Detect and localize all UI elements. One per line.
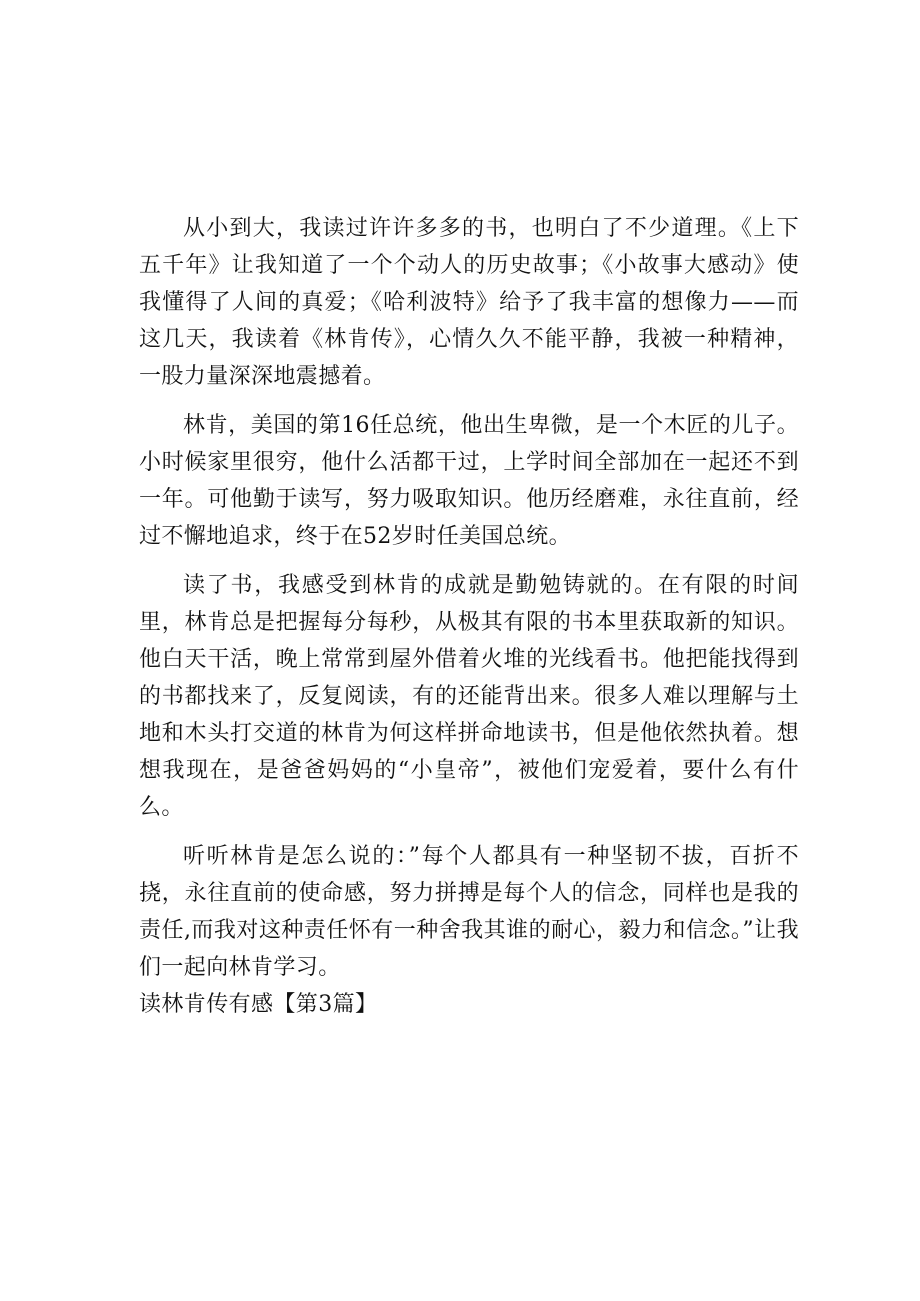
section-heading: 读林肯传有感【第3篇】 xyxy=(139,992,378,1017)
paragraph-lincoln-bio: 林肯，美国的第16任总统，他出生卑微，是一个木匠的儿子。小时候家里很穷，他什么活都干过，上学时间全部加在一起还不到一年。可他勤于读写，努力吸取知识。他历经磨难，永往直前，经过不懈地追求，终于在52岁时任美国总统。 xyxy=(139,413,799,549)
paragraph-intro: 从小到大，我读过许许多多的书，也明白了不少道理。《上下五千年》让我知道了一个个动人的历史故事；《小故事大感动》使我懂得了人间的真爱；《哈利波特》给予了我丰富的想像力——而这几天，我读着《林肯传》，心情久久不能平静，我被一种精神，一股力量深深地震撼着。 xyxy=(139,216,799,389)
paragraph-diligence: 读了书，我感受到林肯的成就是勤勉铸就的。在有限的时间里，林肯总是把握每分每秒，从极其有限的书本里获取新的知识。他白天干活，晚上常常到屋外借着火堆的光线看书。他把能找得到的书都找来了，反复阅读，有的还能背出来。很多人难以理解与土地和木头打交道的林肯为何这样拼命地读书，但是他依然执着。想想我现在，是爸爸妈妈的“小皇帝”，被他们宠爱着，要什么有什么。 xyxy=(139,573,799,820)
document-body xyxy=(139,210,799,1023)
paragraph-quote: 听听林肯是怎么说的：”每个人都具有一种坚韧不拔，百折不挠，永往直前的使命感，努力拼搏是每个人的信念，同样也是我的责任,而我对这种责任怀有一种舍我其谁的耐心，毅力和信念。”让我们一起向林肯学习。 xyxy=(139,844,799,980)
